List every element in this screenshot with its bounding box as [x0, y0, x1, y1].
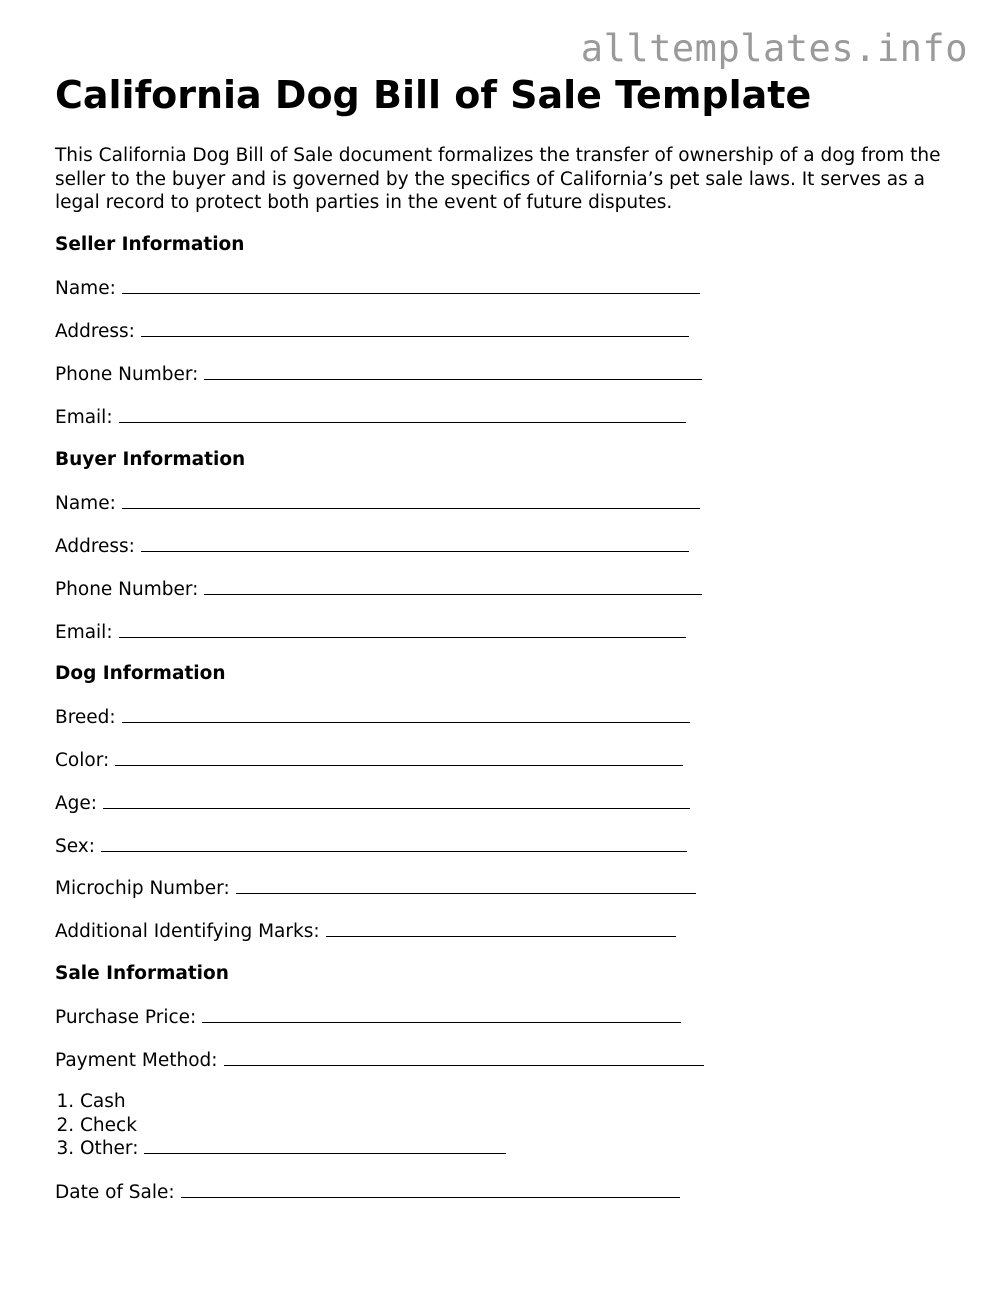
sale-date-label: Date of Sale: [55, 1182, 175, 1203]
seller-phone-line[interactable] [204, 363, 702, 380]
payment-method-label: Payment Method: [55, 1050, 218, 1071]
dog-age-label: Age: [55, 793, 98, 814]
buyer-section [55, 449, 245, 471]
payment-other-line[interactable] [144, 1137, 506, 1154]
seller-email-label: Email: [55, 407, 113, 428]
payment-method-field[interactable] [55, 1049, 704, 1072]
payment-method-line[interactable] [224, 1049, 704, 1066]
sale-price-field[interactable] [55, 1006, 681, 1029]
buyer-phone-line[interactable] [204, 578, 702, 595]
dog-marks-line[interactable] [326, 920, 676, 937]
buyer-address-label: Address: [55, 536, 135, 557]
buyer-address-field[interactable] [55, 535, 689, 558]
document-page [55, 72, 955, 215]
dog-heading: Dog Information [55, 663, 226, 684]
page-title: California Dog Bill of Sale Template [55, 73, 812, 117]
payment-option-cash-label: Cash [80, 1091, 126, 1112]
watermark: alltemplates.info [580, 27, 968, 70]
seller-name-label: Name: [55, 278, 116, 299]
dog-age-line[interactable] [103, 792, 690, 809]
dog-sex-label: Sex: [55, 836, 95, 857]
seller-email-field[interactable] [55, 406, 686, 429]
intro-paragraph: This California Dog Bill of Sale document formalizes the transfer of ownership of a dog from the seller to the buyer and is governed by the specifics of California’s pet sale laws. It serves as a legal record to protect both parties in the event of future disputes. [55, 145, 941, 213]
sale-heading: Sale Information [55, 963, 229, 984]
dog-breed-label: Breed: [55, 707, 116, 728]
dog-sex-line[interactable] [101, 835, 687, 852]
payment-option-other[interactable] [80, 1137, 506, 1161]
dog-section [55, 663, 226, 685]
buyer-email-field[interactable] [55, 621, 686, 644]
sale-section [55, 963, 229, 985]
sale-price-line[interactable] [202, 1006, 681, 1023]
seller-heading: Seller Information [55, 234, 245, 255]
payment-option-other-label: Other: [80, 1138, 139, 1159]
seller-phone-field[interactable] [55, 363, 702, 386]
seller-address-label: Address: [55, 321, 135, 342]
buyer-address-line[interactable] [141, 535, 689, 552]
seller-address-line[interactable] [141, 320, 689, 337]
dog-microchip-label: Microchip Number: [55, 878, 230, 899]
dog-microchip-line[interactable] [236, 877, 696, 894]
dog-microchip-field[interactable] [55, 877, 696, 900]
dog-breed-line[interactable] [122, 706, 690, 723]
dog-marks-field[interactable] [55, 920, 676, 943]
seller-email-line[interactable] [119, 406, 686, 423]
sale-date-line[interactable] [181, 1181, 680, 1198]
payment-option-cash[interactable] [80, 1090, 506, 1114]
seller-name-field[interactable] [55, 277, 700, 300]
sale-price-label: Purchase Price: [55, 1007, 197, 1028]
dog-age-field[interactable] [55, 792, 690, 815]
seller-section [55, 234, 244, 256]
payment-option-check[interactable] [80, 1114, 506, 1138]
buyer-email-label: Email: [55, 622, 113, 643]
sale-date-field[interactable] [55, 1181, 680, 1204]
dog-sex-field[interactable] [55, 835, 687, 858]
buyer-heading: Buyer Information [55, 449, 246, 470]
seller-name-line[interactable] [122, 277, 700, 294]
buyer-name-line[interactable] [122, 492, 700, 509]
buyer-name-field[interactable] [55, 492, 700, 515]
buyer-email-line[interactable] [119, 621, 686, 638]
buyer-phone-field[interactable] [55, 578, 702, 601]
dog-marks-label: Additional Identifying Marks: [55, 921, 320, 942]
dog-breed-field[interactable] [55, 706, 690, 729]
buyer-name-label: Name: [55, 493, 116, 514]
buyer-phone-label: Phone Number: [55, 579, 199, 600]
payment-option-check-label: Check [80, 1114, 137, 1136]
dog-color-line[interactable] [115, 749, 683, 766]
seller-address-field[interactable] [55, 320, 689, 343]
dog-color-field[interactable] [55, 749, 683, 772]
seller-phone-label: Phone Number: [55, 364, 199, 385]
payment-method-list [55, 1090, 506, 1161]
dog-color-label: Color: [55, 750, 110, 771]
